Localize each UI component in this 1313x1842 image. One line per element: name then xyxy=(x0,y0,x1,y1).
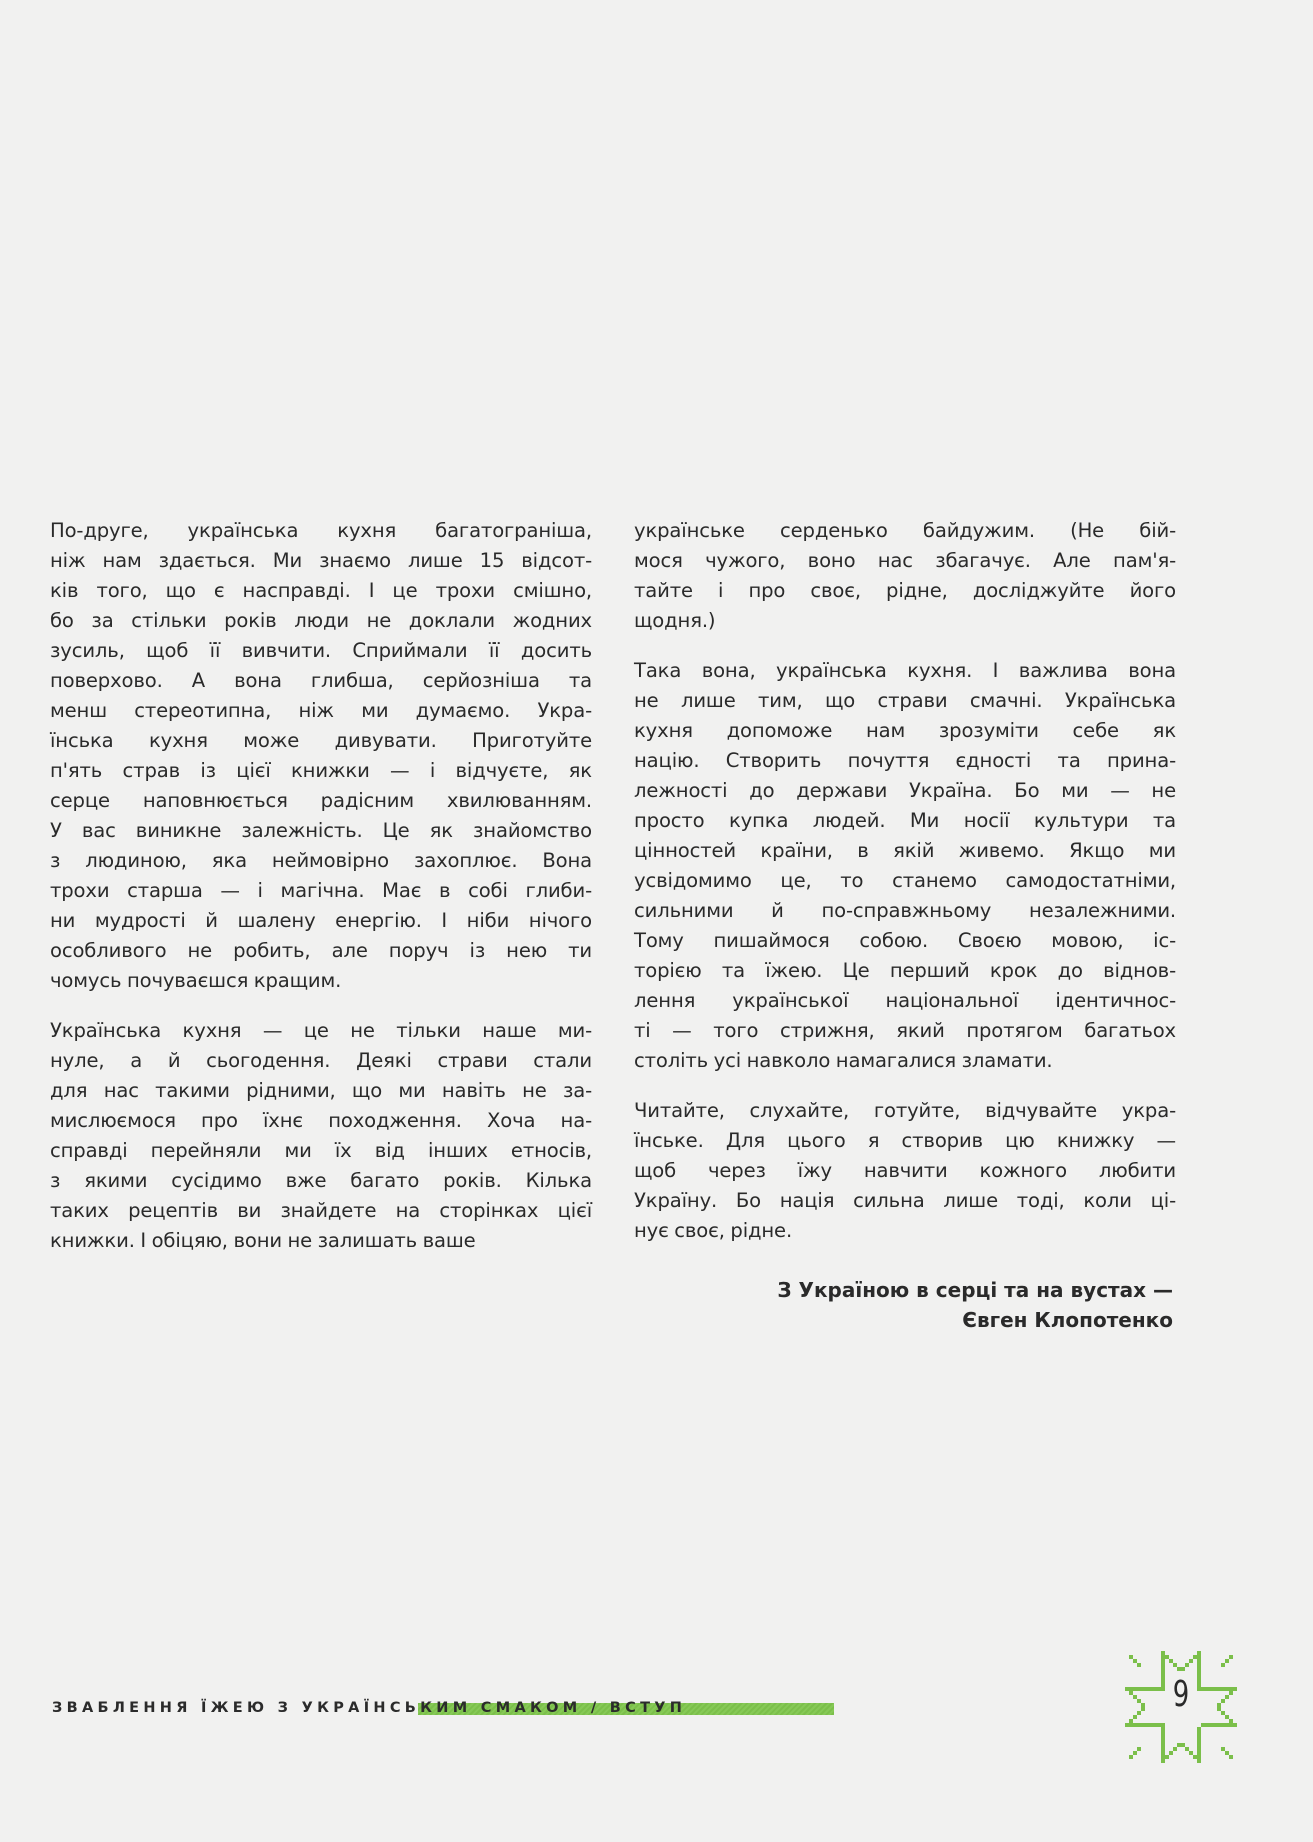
text-line: Така вона, українська кухня. І важлива вона xyxy=(634,659,1176,682)
ornament-stitch xyxy=(1145,1723,1149,1727)
text-line: не лише тим, що страви смачні. Українська xyxy=(634,689,1176,712)
text-line: їнське. Для цього я створив цю книжку — xyxy=(634,1129,1176,1152)
ornament-stitch xyxy=(1137,1663,1141,1667)
text-line: Україну. Бо нація сильна лише тоді, коли ці- xyxy=(634,1189,1176,1212)
left-column xyxy=(50,516,592,1276)
ornament-stitch xyxy=(1137,1723,1141,1727)
running-title: ЗВАБЛЕННЯ ЇЖЕЮ З УКРАЇНСЬКИМ СМАКОМ / ВСТУП xyxy=(52,1700,687,1716)
ornament-stitch xyxy=(1221,1747,1225,1751)
ornament-stitch xyxy=(1129,1691,1133,1695)
ornament-stitch xyxy=(1181,1667,1185,1671)
text-line: серце наповнюється радісним хвилюванням. xyxy=(50,789,592,812)
ornament-stitch xyxy=(1229,1687,1233,1691)
ornament-stitch xyxy=(1197,1759,1201,1763)
text-line: Тому пишаймося собою. Своєю мовою, іс- xyxy=(634,929,1176,952)
ornament-stitch xyxy=(1161,1731,1165,1735)
ornament-stitch xyxy=(1165,1655,1169,1659)
text-line: нуле, а й сьогодення. Деякі страви стали xyxy=(50,1049,592,1072)
ornament-stitch xyxy=(1205,1723,1209,1727)
text-line: трохи старша — і магічна. Має в собі глиби- xyxy=(50,879,592,902)
text-line: ни мудрості й шалену енергію. І ніби нічого xyxy=(50,909,592,932)
ornament-stitch xyxy=(1197,1659,1201,1663)
ornament-stitch xyxy=(1133,1723,1137,1727)
text-line: ті — того стрижня, який протягом багатьох xyxy=(634,1019,1176,1042)
signature-line: З Україною в серці та на вустах — xyxy=(777,1278,1173,1302)
ornament-stitch xyxy=(1229,1691,1233,1695)
ornament-stitch xyxy=(1197,1727,1201,1731)
text-line: У вас виникне залежність. Це як знайомство xyxy=(50,819,592,842)
text-line: зусиль, щоб її вивчити. Сприймали її досить xyxy=(50,639,592,662)
ornament-stitch xyxy=(1217,1723,1221,1727)
ornament-stitch xyxy=(1129,1755,1133,1759)
ornament-stitch xyxy=(1197,1651,1201,1655)
text-line: щоб через їжу навчити кожного любити xyxy=(634,1159,1176,1182)
ornament-stitch xyxy=(1225,1659,1229,1663)
ornament-stitch xyxy=(1197,1731,1201,1735)
ornament-stitch xyxy=(1161,1747,1165,1751)
author-signature xyxy=(777,1275,1173,1335)
ornament-stitch xyxy=(1233,1687,1237,1691)
text-line: чомусь почуваєшся кращим. xyxy=(50,969,342,992)
ornament-stitch xyxy=(1173,1747,1177,1751)
text-line: з людиною, яка неймовірно захоплює. Вона xyxy=(50,849,592,872)
paragraph xyxy=(634,1096,1176,1246)
ornament-stitch xyxy=(1229,1719,1233,1723)
text-line: націю. Створить почуття єдності та прина- xyxy=(634,749,1176,772)
ornament-stitch xyxy=(1177,1743,1181,1747)
paragraph xyxy=(50,1016,592,1256)
text-line: з якими сусідимо вже багато років. Кілька xyxy=(50,1169,592,1192)
text-line: п'ять страв із цієї книжки — і відчуєте, як xyxy=(50,759,592,782)
ornament-stitch xyxy=(1125,1723,1129,1727)
ornament-stitch xyxy=(1193,1755,1197,1759)
ornament-stitch xyxy=(1213,1723,1217,1727)
ornament-stitch xyxy=(1185,1747,1189,1751)
ornament-stitch xyxy=(1129,1723,1133,1727)
ornament-stitch xyxy=(1221,1663,1225,1667)
author-name: Євген Клопотенко xyxy=(962,1308,1173,1332)
ornament-stitch xyxy=(1229,1655,1233,1659)
text-line: кухня допоможе нам зрозуміти себе як xyxy=(634,719,1176,742)
ornament-stitch xyxy=(1225,1723,1229,1727)
ornament-stitch xyxy=(1157,1723,1161,1727)
text-line: нує своє, рідне. xyxy=(634,1219,793,1242)
ornament-stitch xyxy=(1161,1655,1165,1659)
ornament-stitch xyxy=(1197,1663,1201,1667)
text-line: менш стереотипна, ніж ми думаємо. Укра- xyxy=(50,699,592,722)
paragraph xyxy=(50,516,592,996)
ornament-stitch xyxy=(1149,1723,1153,1727)
ornament-stitch xyxy=(1153,1723,1157,1727)
ornament-stitch xyxy=(1225,1751,1229,1755)
text-line: особливого не робить, але поруч із нею ти xyxy=(50,939,592,962)
ornament-stitch xyxy=(1161,1667,1165,1671)
right-column xyxy=(634,516,1176,1266)
ornament-stitch xyxy=(1229,1755,1233,1759)
ornament-stitch xyxy=(1161,1651,1165,1655)
text-line: таких рецептів ви знайдете на сторінках цієї xyxy=(50,1199,592,1222)
ornament-stitch xyxy=(1129,1687,1133,1691)
ornament-stitch xyxy=(1137,1747,1141,1751)
text-line: справді перейняли ми їх від інших етносів, xyxy=(50,1139,592,1162)
text-line: поверхово. А вона глибша, серйозніша та xyxy=(50,669,592,692)
text-line: сильними й по-справжньому незалежними. xyxy=(634,899,1176,922)
ornament-stitch xyxy=(1197,1743,1201,1747)
ornament-stitch xyxy=(1189,1751,1193,1755)
ornament-stitch xyxy=(1201,1723,1205,1727)
paragraph xyxy=(634,516,1176,636)
ornament-stitch xyxy=(1161,1663,1165,1667)
text-line: їнська кухня може дивувати. Приготуйте xyxy=(50,729,592,752)
ornament-stitch xyxy=(1197,1755,1201,1759)
ornament-stitch xyxy=(1197,1751,1201,1755)
text-line: мислюємося про їхнє походження. Хоча на- xyxy=(50,1109,592,1132)
ornament-stitch xyxy=(1197,1655,1201,1659)
ornament-stitch xyxy=(1161,1755,1165,1759)
ornament-stitch xyxy=(1197,1747,1201,1751)
ornament-stitch xyxy=(1197,1735,1201,1739)
ornament-stitch xyxy=(1181,1743,1185,1747)
ornament-stitch xyxy=(1129,1719,1133,1723)
ornament-stitch xyxy=(1161,1743,1165,1747)
ornament-stitch xyxy=(1125,1687,1129,1691)
ornament-stitch xyxy=(1165,1755,1169,1759)
text-line: для нас такими рідними, що ми навіть не за- xyxy=(50,1079,592,1102)
ornament-stitch xyxy=(1229,1723,1233,1727)
text-line: усвідомимо це, то станемо самодостатніми, xyxy=(634,869,1176,892)
ornament-stitch xyxy=(1161,1739,1165,1743)
ornament-stitch xyxy=(1185,1663,1189,1667)
text-line: мося чужого, воно нас збагачує. Але пам'я- xyxy=(634,549,1176,572)
ornament-stitch xyxy=(1169,1659,1173,1663)
ornament-stitch xyxy=(1161,1759,1165,1763)
text-line: бо за стільки років люди не доклали жодних xyxy=(50,609,592,632)
text-line: ніж нам здається. Ми знаємо лише 15 відсот- xyxy=(50,549,592,572)
ornament-stitch xyxy=(1225,1715,1229,1719)
ornament-stitch xyxy=(1209,1723,1213,1727)
text-line: Читайте, слухайте, готуйте, відчувайте укра- xyxy=(634,1099,1176,1122)
ornament-stitch xyxy=(1193,1655,1197,1659)
text-line: ків того, що є насправді. І це трохи смішно, xyxy=(50,579,592,602)
text-line: тайте і про своє, рідне, досліджуйте його xyxy=(634,579,1176,602)
ornament-stitch xyxy=(1233,1723,1237,1727)
text-line: українське серденько байдужим. (Не бій- xyxy=(634,519,1176,542)
ornament-stitch xyxy=(1161,1751,1165,1755)
text-line: просто купка людей. Ми носії культури та xyxy=(634,809,1176,832)
paragraph xyxy=(634,656,1176,1076)
page-number: 9 xyxy=(1172,1674,1190,1715)
ornament-stitch xyxy=(1173,1663,1177,1667)
ornament-stitch xyxy=(1161,1723,1165,1727)
ornament-stitch xyxy=(1197,1739,1201,1743)
ornament-stitch xyxy=(1133,1659,1137,1663)
text-line: лення української національної ідентичнос- xyxy=(634,989,1176,1012)
ornament-stitch xyxy=(1197,1667,1201,1671)
ornament-stitch xyxy=(1161,1727,1165,1731)
text-line: лежності до держави Україна. Бо ми — не xyxy=(634,779,1176,802)
ornament-stitch xyxy=(1141,1723,1145,1727)
ornament-stitch xyxy=(1189,1659,1193,1663)
text-line: століть усі навколо намагалися зламати. xyxy=(634,1049,1053,1072)
ornament-stitch xyxy=(1161,1735,1165,1739)
ornament-stitch xyxy=(1221,1723,1225,1727)
text-line: книжки. І обіцяю, вони не залишать ваше xyxy=(50,1229,476,1252)
text-line: торією та їжею. Це перший крок до віднов- xyxy=(634,959,1176,982)
text-line: По-друге, українська кухня багатограніша, xyxy=(50,519,592,542)
text-line: щодня.) xyxy=(634,609,716,632)
text-line: цінностей країни, в якій живемо. Якщо ми xyxy=(634,839,1176,862)
ornament-stitch xyxy=(1169,1751,1173,1755)
text-line: Українська кухня — це не тільки наше ми- xyxy=(50,1019,592,1042)
ornament-stitch xyxy=(1133,1751,1137,1755)
ornament-stitch xyxy=(1129,1655,1133,1659)
ornament-stitch xyxy=(1161,1659,1165,1663)
ornament-stitch xyxy=(1133,1715,1137,1719)
ornament-stitch xyxy=(1177,1667,1181,1671)
